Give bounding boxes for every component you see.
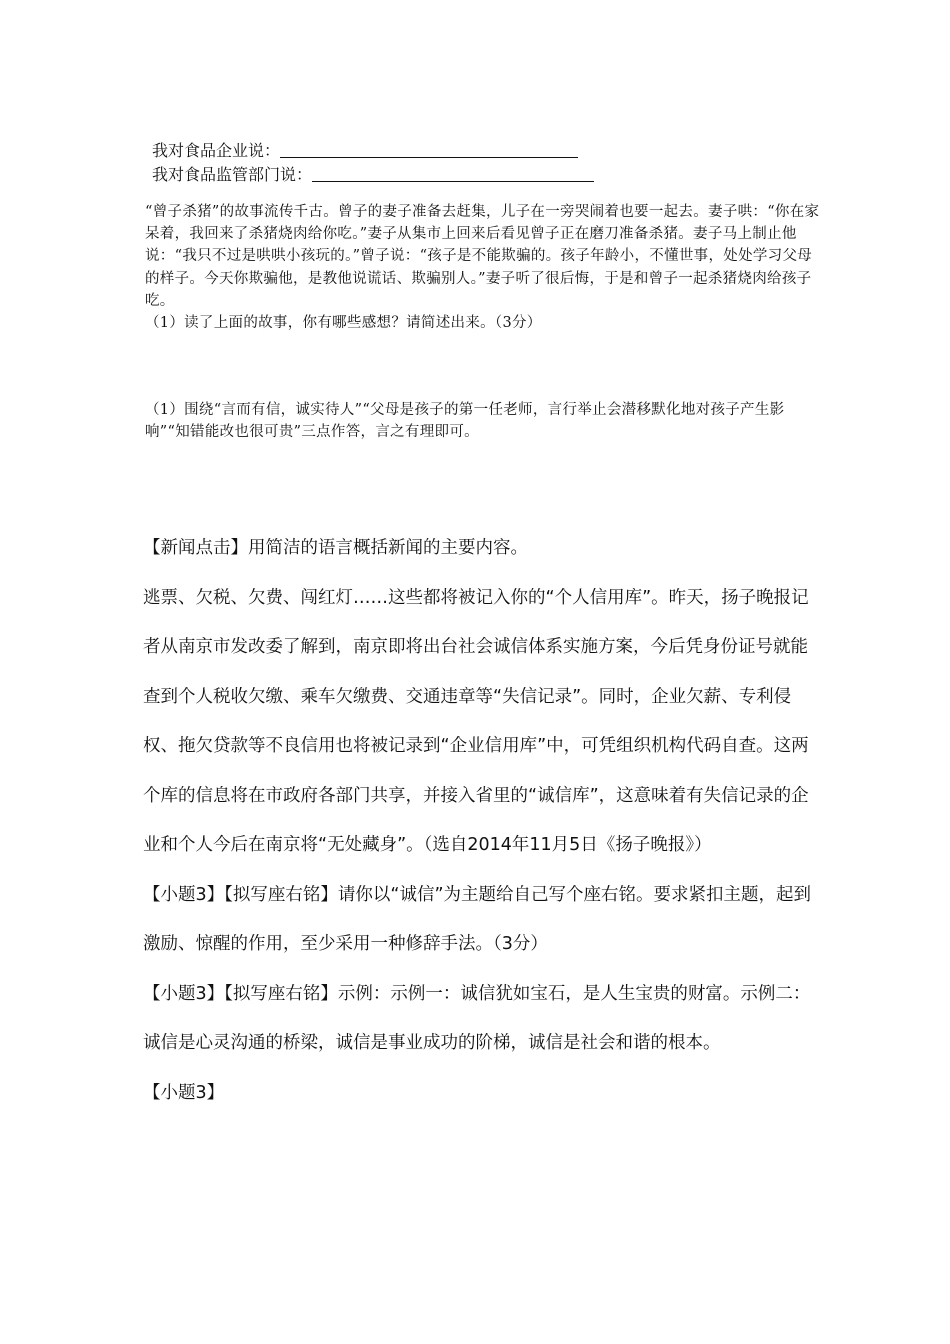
story-answer-block	[145, 399, 825, 443]
enterprise-label: 我对食品企业说：	[152, 141, 281, 160]
enterprise-answer-blank[interactable]	[280, 141, 578, 158]
q3-answer: 【小题3】【拟写座右铭】示例：示例一：诚信犹如宝石，是人生宝贵的财富。示例二：诚信是心灵沟通的桥梁，诚信是事业成功的阶梯，诚信是社会和谐的根本。	[143, 983, 811, 1053]
regulator-label: 我对食品监管部门说：	[152, 165, 313, 184]
q3-question: 【小题3】【拟写座右铭】请你以“诚信”为主题给自己写个座右铭。要求紧扣主题，起到激励、惊醒的作用，至少采用一种修辞手法。（3分）	[143, 884, 812, 954]
news-section	[143, 524, 813, 1118]
news-heading: 【新闻点击】用简洁的语言概括新闻的主要内容。	[143, 538, 528, 558]
regulator-fill-line	[152, 164, 594, 186]
story-question: （1）读了上面的故事，你有哪些感想？请简述出来。（3分）	[145, 315, 542, 332]
enterprise-fill-line	[152, 140, 578, 162]
q3-label: 【小题3】	[143, 1082, 225, 1103]
story-passage	[145, 201, 825, 334]
regulator-answer-blank[interactable]	[312, 165, 594, 182]
news-body: 逃票、欠税、欠费、闯红灯……这些都将被记入你的“个人信用库”。昨天，扬子晚报记者从南京市发改委了解到，南京即将出台社会诚信体系实施方案，今后凭身份证号就能查到个人税收欠缴、乘车欠缴费、交通违章等“失信记录”。同时，企业欠薪、专利侵权、拖欠贷款等不良信用也将被记录到“企业信用库”中，可凭组织机构代码自查。这两个库的信息将在市政府各部门共享，并接入省里的“诚信库”，这意味着有失信记录的企业和个人今后在南京将“无处藏身”。（选自2014年11月5日《扬子晚报》）	[143, 587, 809, 855]
story-paragraph: “曾子杀猪”的故事流传千古。曾子的妻子准备去赶集，儿子在一旁哭闹着也要一起去。妻子哄：“你在家呆着，我回来了杀猪烧肉给你吃。”妻子从集市上回来后看见曾子正在磨刀准备杀猪。妻子马上制止他说：“我只不过是哄哄小孩玩的。”曾子说：“孩子是不能欺骗的。孩子年龄小，不懂世事，处处学习父母的样子。今天你欺骗他，是教他说谎话、欺骗别人。”妻子听了很后悔，于是和曾子一起杀猪烧肉给孩子吃。	[145, 204, 820, 309]
story-answer: （1）围绕“言而有信，诚实待人”“父母是孩子的第一任老师，言行举止会潜移默化地对孩子产生影响”“知错能改也很可贵”三点作答，言之有理即可。	[145, 402, 785, 441]
